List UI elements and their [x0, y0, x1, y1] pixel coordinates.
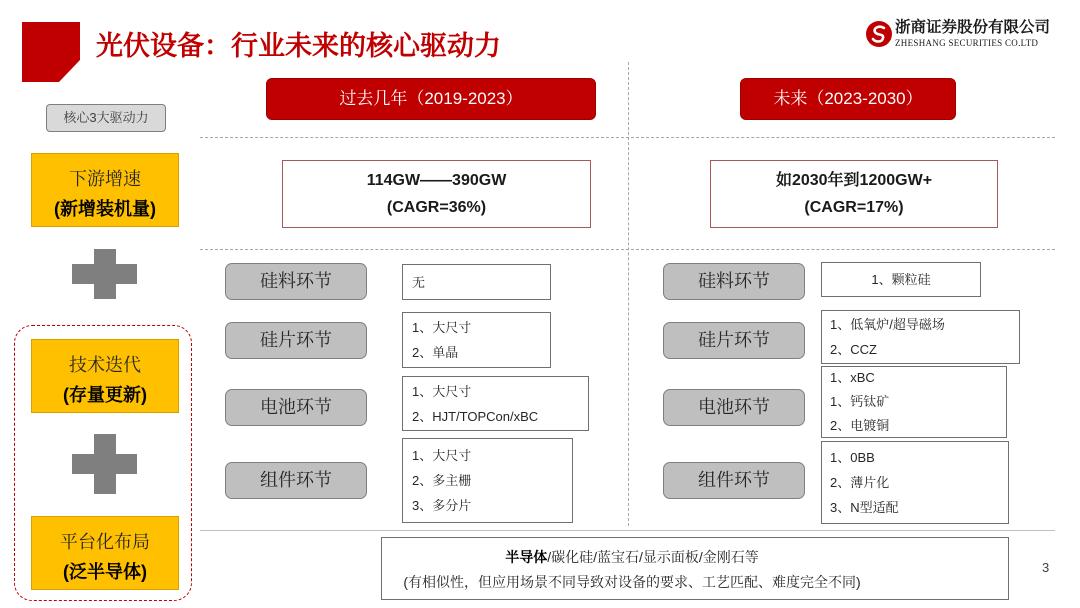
stage-point: 无	[412, 274, 426, 290]
zheshang-logo-icon	[865, 20, 893, 48]
capacity-cagr: (CAGR=17%)	[804, 199, 904, 216]
stage-point: 1、大尺寸	[412, 448, 472, 463]
platform-extension-text	[402, 545, 862, 595]
stage-points-cell	[821, 366, 1007, 438]
driver-platform-layout	[31, 516, 179, 590]
extension-highlight: 半导体	[505, 549, 548, 565]
stage-label-cell: 电池环节	[225, 389, 367, 426]
row-divider-top	[200, 137, 1055, 138]
driver-detail: (新增装机量)	[54, 199, 156, 219]
core-drivers-label: 核心3大驱动力	[46, 104, 166, 132]
stage-point: 1、颗粒硅	[871, 272, 931, 287]
stage-point: 1、大尺寸	[412, 320, 472, 335]
platform-extension-box	[381, 537, 1009, 600]
driver-downstream-growth	[31, 153, 179, 227]
title-corner-mark	[22, 22, 80, 82]
capacity-box-future	[710, 160, 998, 228]
stage-point: 1、大尺寸	[412, 383, 472, 399]
extension-fields: /碳化硅/蓝宝石/显示面板/金刚石等	[547, 549, 759, 565]
stage-point: 3、多分片	[412, 498, 472, 513]
stage-points-polysilicon	[821, 262, 981, 297]
stage-label-module: 组件环节	[663, 462, 805, 499]
stage-point: 2、CCZ	[830, 342, 877, 357]
company-logo	[865, 19, 1055, 49]
driver-name: 平台化布局	[60, 532, 150, 552]
stage-point: 1、0BB	[830, 450, 875, 465]
stage-label-wafer: 硅片环节	[663, 322, 805, 359]
driver-detail: (存量更新)	[63, 385, 147, 405]
stage-label-wafer: 硅片环节	[225, 322, 367, 359]
driver-name: 技术迭代	[69, 355, 141, 375]
stage-points-cell	[402, 376, 589, 431]
company-name-en: ZHESHANG SECURITIES CO.LTD	[895, 38, 1039, 48]
driver-detail: (泛半导体)	[63, 562, 147, 582]
capacity-cagr: (CAGR=36%)	[386, 199, 487, 216]
page-title: 光伏设备：行业未来的核心驱动力	[96, 31, 501, 61]
stage-point: 3、N型适配	[830, 500, 899, 515]
stage-point: 1、xBC	[830, 370, 875, 385]
title-corner-mark-shape	[22, 22, 80, 82]
extension-note: (有相似性，但应用场景不同导致对设备的要求、工艺匹配、难度完全不同)	[403, 574, 861, 590]
extension-fields-line	[402, 545, 862, 570]
row-divider-middle	[200, 249, 1055, 250]
stage-point: 2、单晶	[412, 345, 459, 360]
stage-point: 2、HJT/TOPCon/xBC	[412, 408, 539, 424]
company-name-cn: 浙商证券股份有限公司	[895, 19, 1051, 36]
page-number: 3	[1042, 560, 1050, 575]
stage-points-polysilicon	[402, 264, 551, 300]
capacity-box-past	[282, 160, 591, 228]
stage-points-wafer	[821, 310, 1020, 364]
stage-points-module	[821, 441, 1009, 524]
capacity-range: 114GW——390GW	[366, 172, 507, 189]
stage-label-cell: 电池环节	[663, 389, 805, 426]
stage-points-module	[402, 438, 573, 523]
stage-label-polysilicon: 硅料环节	[225, 263, 367, 300]
driver-name: 下游增速	[69, 169, 141, 189]
plus-icon	[72, 249, 137, 299]
stage-point: 2、多主栅	[412, 473, 472, 488]
stage-point: 1、钙钛矿	[830, 394, 890, 409]
stage-point: 2、电镀铜	[830, 418, 890, 433]
capacity-range: 如2030年到1200GW+	[775, 172, 933, 189]
period-header-future: 未来（2023-2030）	[740, 78, 956, 120]
period-divider	[628, 62, 629, 526]
stage-point: 1、低氧炉/超导磁场	[830, 317, 945, 332]
stage-point: 2、薄片化	[830, 475, 890, 490]
stage-label-polysilicon: 硅料环节	[663, 263, 805, 300]
period-header-past: 过去几年（2019-2023）	[266, 78, 596, 120]
plus-icon	[72, 434, 137, 494]
driver-tech-iteration	[31, 339, 179, 413]
stage-label-module: 组件环节	[225, 462, 367, 499]
stage-points-wafer	[402, 312, 551, 368]
row-divider-bottom	[200, 530, 1055, 531]
